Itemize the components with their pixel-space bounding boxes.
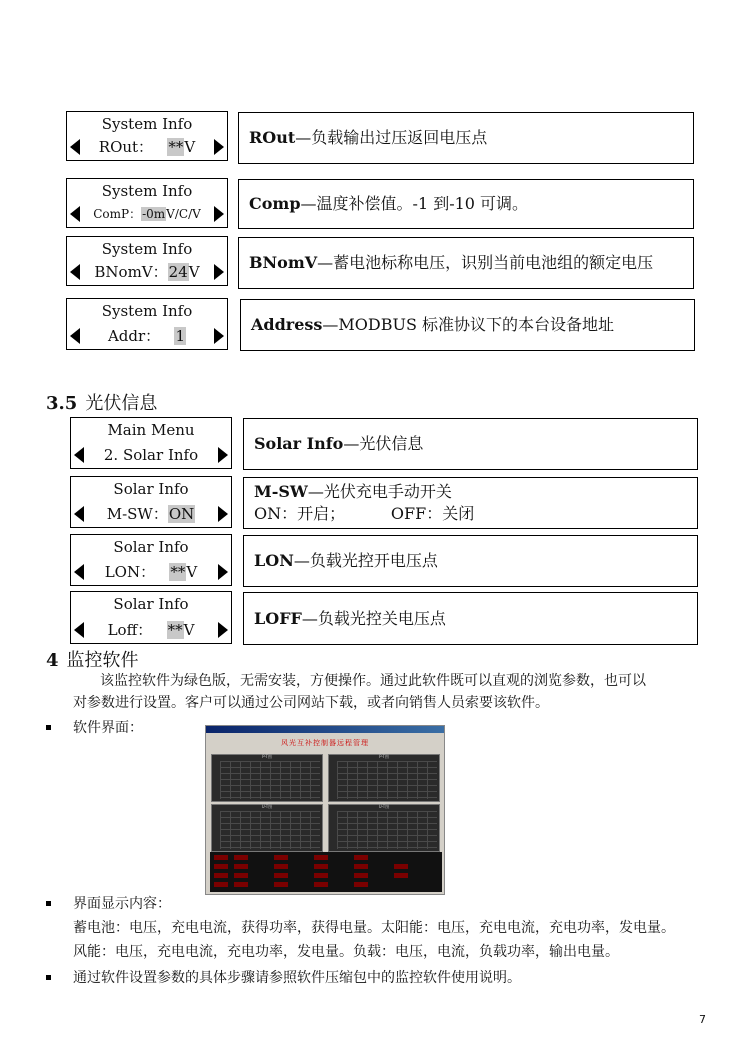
desc-key: Address <box>251 315 323 334</box>
readout-cell <box>214 873 228 878</box>
lcd-loff <box>70 591 232 644</box>
desc-key: LOFF <box>254 608 302 628</box>
desc-line2: ON：开启； OFF：关闭 <box>254 504 475 523</box>
chart-panel <box>211 804 323 852</box>
readout-cell <box>214 855 228 860</box>
chart-grid <box>337 811 437 849</box>
lcd-label: ROut： <box>98 138 154 156</box>
desc-rout <box>238 112 694 164</box>
readout-cell <box>274 855 288 860</box>
lcd-line2: 2. Solar Info <box>103 446 199 464</box>
chart-caption: U-T图 <box>261 804 273 809</box>
desc-msw <box>243 477 698 529</box>
lcd-title: System Info <box>101 182 193 200</box>
arrow-right-icon <box>218 564 228 580</box>
readout-cell <box>314 873 328 878</box>
section-title: 监控软件 <box>66 650 139 671</box>
readout-cell <box>274 882 288 887</box>
lcd-value: ** <box>167 621 183 639</box>
lcd-title: Solar Info <box>113 538 189 556</box>
lcd-value: ON <box>168 505 195 523</box>
lcd-unit: V <box>183 621 195 639</box>
lcd-value-line <box>67 205 227 223</box>
software-screenshot <box>205 725 445 895</box>
readout-cell <box>314 864 328 869</box>
lcd-value-line <box>67 138 227 156</box>
readout-cell <box>214 864 228 869</box>
desc-solar-info <box>243 418 698 470</box>
window-titlebar <box>206 726 444 733</box>
readout-cell <box>234 882 248 887</box>
lcd-label: ComP： <box>93 207 142 221</box>
lcd-title: System Info <box>101 115 193 133</box>
desc-key: LON <box>254 551 294 570</box>
lcd-title: Solar Info <box>113 595 189 613</box>
arrow-right-icon <box>214 139 224 155</box>
software-title: 风光互补控制器远程管理 <box>281 739 369 747</box>
lcd-addr <box>66 298 228 350</box>
lcd-unit: V <box>188 263 200 281</box>
arrow-right-icon <box>214 328 224 344</box>
readout-cell <box>274 873 288 878</box>
chart-caption: U-T图 <box>378 804 390 809</box>
lcd-rout <box>66 111 228 161</box>
desc-key: ROut <box>249 128 296 147</box>
chart-grid <box>337 761 437 799</box>
lcd-value: ** <box>170 563 186 581</box>
readout-cell <box>314 882 328 887</box>
lcd-value: -0m <box>142 207 166 221</box>
desc-text: —负载输出过压返回电压点 <box>295 128 488 147</box>
lcd-value-line <box>71 505 231 523</box>
lcd-label: Addr： <box>107 327 161 345</box>
lcd-title: Main Menu <box>107 421 195 439</box>
section-heading-3-5 <box>46 389 157 415</box>
lcd-msw <box>70 476 232 528</box>
lcd-lon <box>70 534 232 586</box>
section-number: 4 <box>46 650 59 671</box>
desc-key: Solar Info <box>254 434 344 453</box>
readout-cell <box>274 864 288 869</box>
arrow-right-icon <box>214 206 224 222</box>
bullet-display-content: 界面显示内容： <box>73 896 171 912</box>
chart-grid <box>220 811 320 849</box>
lcd-value-line <box>67 327 227 345</box>
chart-panel <box>328 804 440 852</box>
desc-key: M-SW <box>254 482 308 501</box>
arrow-right-icon <box>214 264 224 280</box>
chart-panel <box>211 754 323 802</box>
lcd-label: LON： <box>104 563 156 581</box>
desc-addr <box>240 299 695 351</box>
lcd-value: 1 <box>175 327 186 345</box>
desc-text: —蓄电池标称电压，识别当前电池组的额定电压 <box>317 253 654 272</box>
lcd-title: System Info <box>101 240 193 258</box>
desc-comp <box>238 179 694 229</box>
readout-cell <box>354 873 368 878</box>
lcd-label: Loff： <box>107 621 153 639</box>
lcd-bnomv <box>66 236 228 286</box>
lcd-label: M-SW： <box>106 505 168 523</box>
bullet-software-ui: 软件界面： <box>73 720 143 736</box>
lcd-value-line <box>67 263 227 281</box>
desc-loff <box>243 592 698 645</box>
section-heading-4 <box>46 646 139 672</box>
display-content-line2: 风能：电压，充电电流，充电功率，发电量。负载：电压，电流，负载功率，输出电量。 <box>73 944 619 960</box>
arrow-right-icon <box>218 622 228 638</box>
section-4-para-line2: 对参数进行设置。客户可以通过公司网站下载，或者向销售人员索要该软件。 <box>73 695 549 711</box>
readout-cell <box>354 864 368 869</box>
desc-text: —MODBUS 标准协议下的本台设备地址 <box>322 315 615 334</box>
lcd-title: System Info <box>101 302 193 320</box>
readout-cell <box>314 855 328 860</box>
arrow-right-icon <box>218 506 228 522</box>
section-4-para-line1: 该监控软件为绿色版，无需安装，方便操作。通过此软件既可以直观的浏览参数，也可以 <box>100 673 646 689</box>
lcd-value: 24 <box>168 263 188 281</box>
readout-cell <box>234 855 248 860</box>
chart-panel <box>328 754 440 802</box>
lcd-unit: V <box>186 563 198 581</box>
desc-lon <box>243 535 698 587</box>
lcd-comp <box>66 178 228 228</box>
lcd-main-menu <box>70 417 232 469</box>
lcd-value: ** <box>168 138 184 156</box>
desc-text: —光伏充电手动开关 <box>307 482 452 501</box>
readout-cell <box>394 873 408 878</box>
readout-cell <box>214 882 228 887</box>
desc-text: —负载光控开电压点 <box>293 551 438 570</box>
arrow-right-icon <box>218 447 228 463</box>
readout-cell <box>234 873 248 878</box>
section-number: 3.5 <box>46 393 78 414</box>
lcd-unit: V <box>184 138 196 156</box>
desc-bnomv <box>238 237 694 289</box>
desc-text: —负载光控关电压点 <box>301 608 446 628</box>
desc-text: —温度补偿值。-1 到-10 可调。 <box>300 194 529 213</box>
bullet-settings-steps: 通过软件设置参数的具体步骤请参照软件压缩包中的监控软件使用说明。 <box>73 970 521 986</box>
desc-key: BNomV <box>249 253 318 272</box>
section-title: 光伏信息 <box>85 393 158 414</box>
lcd-title: Solar Info <box>113 480 189 498</box>
readout-panel <box>210 852 442 892</box>
lcd-value-line <box>71 563 231 581</box>
desc-text: —光伏信息 <box>343 434 424 453</box>
chart-caption: P-T图 <box>379 754 389 759</box>
lcd-label: BNomV： <box>94 263 168 281</box>
readout-cell <box>234 864 248 869</box>
readout-cell <box>354 882 368 887</box>
desc-key: Comp <box>249 194 301 213</box>
lcd-value-line <box>71 621 231 639</box>
readout-cell <box>394 864 408 869</box>
page-number: 7 <box>699 1013 706 1026</box>
chart-caption: P-T图 <box>262 754 272 759</box>
chart-grid <box>220 761 320 799</box>
readout-cell <box>354 855 368 860</box>
lcd-unit: V/C/V <box>166 207 201 221</box>
display-content-line1: 蓄电池：电压，充电电流，获得功率，获得电量。太阳能：电压，充电电流，充电功率，发电量。 <box>73 920 675 936</box>
